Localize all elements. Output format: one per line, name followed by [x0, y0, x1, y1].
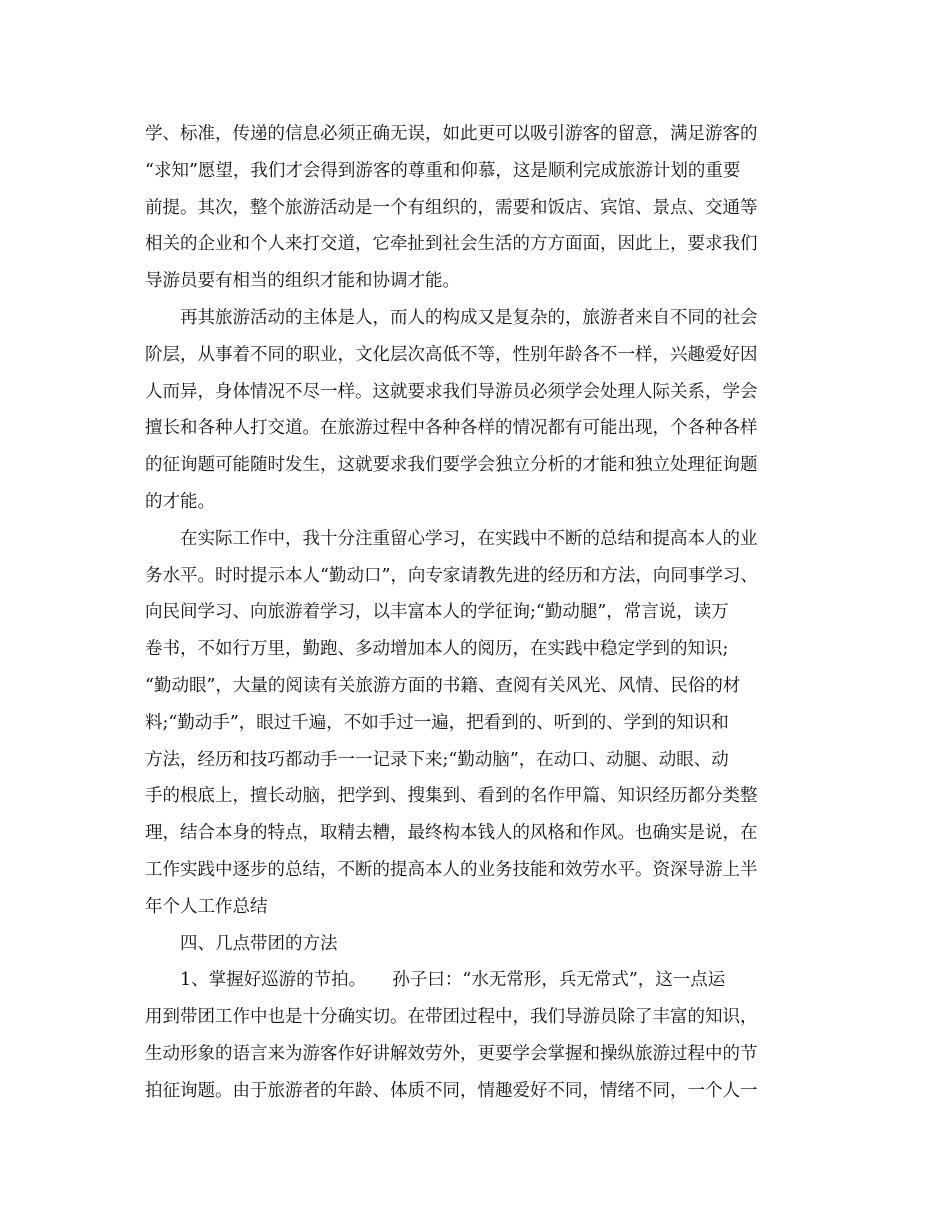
- text-line: 导游员要有相当的组织才能和协调才能。: [145, 271, 460, 292]
- text-line: 年个人工作总结: [145, 896, 268, 917]
- text-line: 用到带团工作中也是十分确实切。在带团过程中，我们导游员除了丰富的知识，: [145, 1007, 758, 1028]
- text-line: 生动形象的语言来为游客作好讲解效劳外，更要学会掌握和操纵旅游过程中的节: [145, 1043, 758, 1064]
- paragraph-first-line: 在实际工作中，我十分注重留心学习，在实践中不断的总结和提高本人的业: [180, 528, 758, 549]
- paragraph-first-line: 四、几点带团的方法: [180, 933, 338, 954]
- text-line: 拍征询题。由于旅游者的年龄、体质不同，情趣爱好不同，情绪不同，一个人一: [145, 1080, 758, 1101]
- paragraph-first-line: 1、掌握好巡游的节拍。 孙子曰：“水无常形，兵无常式”，这一点运: [180, 970, 726, 991]
- text-line: 人而异，身体情况不尽一样。这就要求我们导游员必须学会处理人际关系，学会: [145, 381, 758, 402]
- text-line: 的征询题可能随时发生，这就要求我们要学会独立分析的才能和独立处理征询题: [145, 455, 758, 476]
- text-line: 相关的企业和个人来打交道，它牵扯到社会生活的方方面面，因此上，要求我们: [145, 234, 758, 255]
- text-line: 务水平。时时提示本人“勤动口”，向专家请教先进的经历和方法，向同事学习、: [145, 565, 758, 586]
- text-line: 工作实践中逐步的总结，不断的提高本人的业务技能和效劳水平。资深导游上半: [145, 859, 758, 880]
- paragraph-first-line: 再其旅游活动的主体是人，而人的构成又是复杂的，旅游者来自不同的社会: [180, 307, 758, 328]
- document-body: [145, 116, 825, 1110]
- text-line: 卷书，不如行万里，勤跑、多动增加本人的阅历，在实践中稳定学到的知识;: [145, 639, 729, 660]
- text-line: 阶层，从事着不同的职业，文化层次高低不等，性别年龄各不一样，兴趣爱好因: [145, 344, 758, 365]
- text-line: 方法，经历和技巧都动手一一记录下来;“勤动脑”，在动口、动腿、动眼、动: [145, 749, 729, 770]
- text-line: “勤动眼”，大量的阅读有关旅游方面的书籍、查阅有关风光、风情、民俗的材: [145, 675, 741, 696]
- text-line: 的才能。: [145, 491, 215, 512]
- text-line: 学、标准，传递的信息必须正确无误，如此更可以吸引游客的留意，满足游客的: [145, 124, 758, 144]
- text-line: 向民间学习、向旅游着学习，以丰富本人的学征询;“勤动腿”，常言说，读万: [145, 602, 729, 623]
- text-line: 前提。其次，整个旅游活动是一个有组织的，需要和饭店、宾馆、景点、交通等: [145, 197, 758, 218]
- text-line: “求知”愿望，我们才会得到游客的尊重和仰慕，这是顺利完成旅游计划的重要: [145, 160, 741, 181]
- text-line: 料;“勤动手”，眼过千遍，不如手过一遍，把看到的、听到的、学到的知识和: [145, 712, 729, 733]
- text-line: 擅长和各种人打交道。在旅游过程中各种各样的情况都有可能出现，个各种各样: [145, 418, 758, 439]
- text-line: 理，结合本身的特点，取精去糟，最终构本钱人的风格和作风。也确实是说，在: [145, 823, 758, 844]
- text-line: 手的根底上，擅长动脑，把学到、搜集到、看到的名作甲篇、知识经历都分类整: [145, 786, 758, 807]
